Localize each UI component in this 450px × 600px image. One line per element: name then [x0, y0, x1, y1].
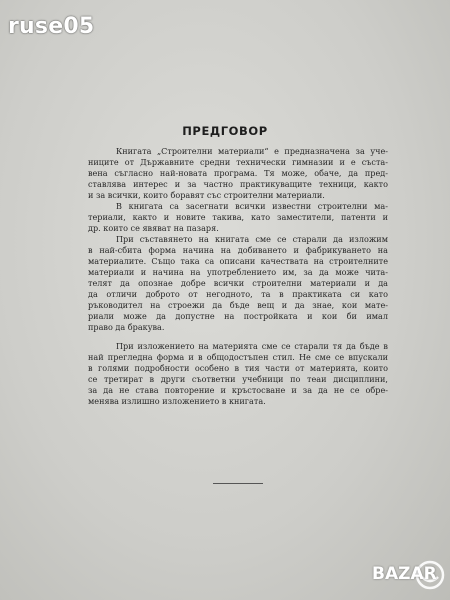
text-line: в голями подробности особено в тия части от материята, които: [88, 363, 388, 373]
text-line: право да бракува.: [88, 322, 165, 332]
text-line: риали може да допустне на постройката и кои би имал: [88, 311, 388, 321]
text-line: териали, както и новите такива, като заместители, патенти и: [88, 212, 388, 222]
page-title: ПРЕДГОВОР: [182, 124, 268, 138]
text-line: вена съгласно най-новата програма. Тя може, обаче, да пред-: [88, 168, 388, 178]
paragraph: [88, 146, 388, 201]
text-line: телят да опознае добре всички строителни материали и да: [88, 278, 388, 288]
text-line: ниците от Държавните средни технически гимназии и е съста-: [88, 157, 388, 167]
text-line: менява излишно изложението в книгата.: [88, 396, 266, 406]
bazar-logo-text: BAZAR: [372, 564, 437, 584]
text-line: ръководител на строежи да бъде вещ и да знае, кои мате-: [88, 300, 388, 310]
paragraph: [88, 341, 388, 407]
paragraph-gap: [88, 333, 388, 341]
text-line: материалите. Също така са описани качествата на строителните: [88, 256, 388, 266]
text-line: При изложението на материята сме се старали тя да бъде в: [116, 341, 388, 351]
paragraph: [88, 234, 388, 333]
text-line: При съставянето на книгата сме се старали да изложим: [116, 234, 388, 244]
text-line: в най-сбита форма начина на добиването и фабрикуването на: [88, 245, 388, 255]
text-line: и за всички, които боравят със строителни материали.: [88, 190, 325, 200]
text-line: др. които се явяват на пазаря.: [88, 223, 219, 233]
section-divider: [213, 483, 263, 484]
text-line: ставлява интерес и за частно практикуващите техници, както: [88, 179, 388, 189]
text-line: да отличи доброто от негодното, та в практиката си като: [88, 289, 388, 299]
text-line: материали и начина на употреблението им, за да може чита-: [88, 267, 388, 277]
preface-text: [88, 146, 388, 407]
text-line: се третират в други съответни учебници по теаи дисциплини,: [88, 374, 388, 384]
watermark-logo: ruse05: [8, 14, 95, 39]
text-line: Книгата „Строителни материали“ е предназначена за уче-: [116, 146, 388, 156]
paragraph: [88, 201, 388, 234]
text-line: най прегледна форма и в общодостъпен стил. Не сме се впускали: [88, 352, 388, 362]
text-line: за да не става повторение и кръстосване и за да не се обре-: [88, 385, 388, 395]
text-line: В книгата са засегнати всички известни строителни ма-: [116, 201, 388, 211]
